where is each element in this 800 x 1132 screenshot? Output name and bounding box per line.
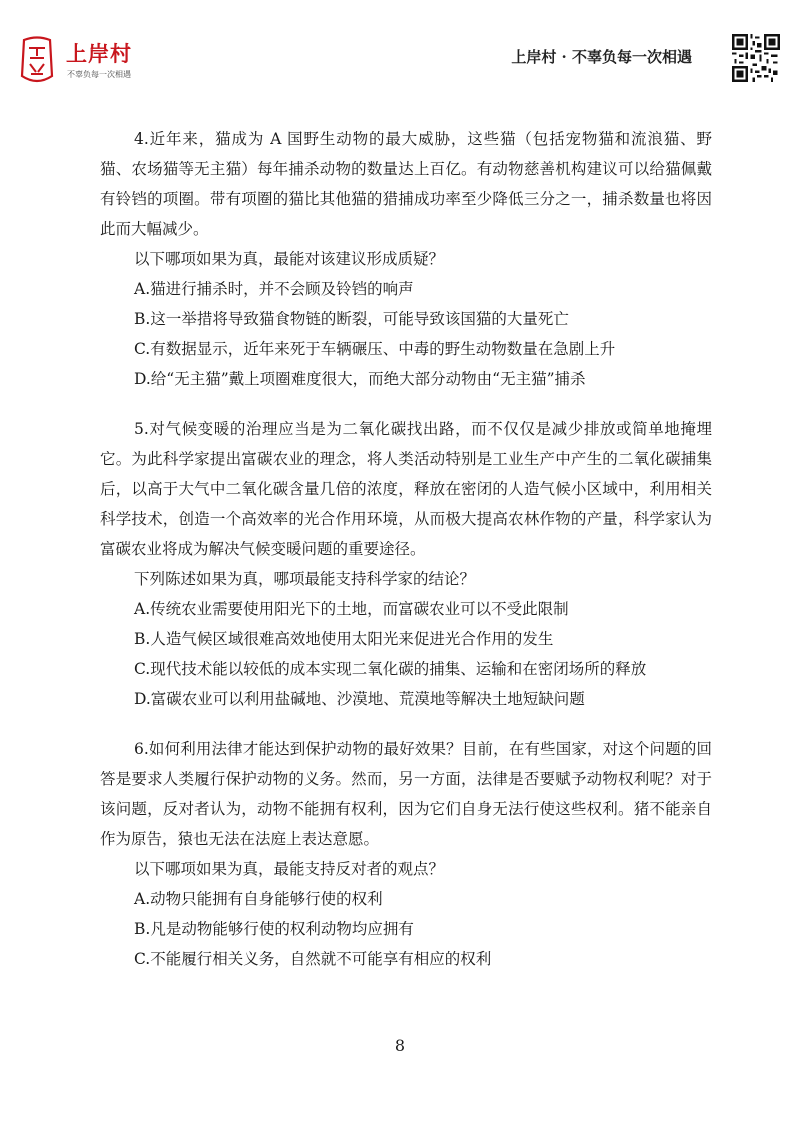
question-5 [100,414,712,714]
option-a: A.猫进行捕杀时，并不会顾及铃铛的响声 [134,280,414,298]
seal-icon [18,36,56,84]
option-d: D.给“无主猫”戴上项圈难度很大，而绝大部分动物由“无主猫”捕杀 [134,370,586,388]
option-b: B.人造气候区域很难高效地使用太阳光来促进光合作用的发生 [134,630,554,648]
question-stem: 5.对气候变暖的治理应当是为二氧化碳找出路，而不仅仅是减少排放或简单地掩埋它。为此科学家提出富碳农业的理念，将人类活动特别是工业生产中产生的二氧化碳捕集后，以高于大气中二氧化碳含量几倍的浓度，释放在密闭的人造气候小区域中，利用相关科学技术，创造一个高效率的光合作用环境，从而极大提高农林作物的产量，科学家认为富碳农业将成为解决气候变暖问题的重要途径。 [100,420,712,558]
option-c: C.不能履行相关义务，自然就不可能享有相应的权利 [134,950,492,968]
question-stem: 4.近年来，猫成为 A 国野生动物的最大威胁，这些猫（包括宠物猫和流浪猫、野猫、农场猫等无主猫）每年捕杀动物的数量达上百亿。有动物慈善机构建议可以给猫佩戴有铃铛的项圈。带有项圈的猫比其他猫的猎捕成功率至少降低三分之一，捕杀数量也将因此而大幅减少。 [100,130,712,238]
header-slogan: 上岸村 · 不辜负每一次相遇 [511,48,692,66]
page-number: 8 [394,1036,406,1055]
question-list [100,124,712,974]
page-header [0,0,800,100]
question-prompt: 以下哪项如果为真，最能支持反对者的观点？ [134,860,445,878]
option-d: D.富碳农业可以利用盐碱地、沙漠地、荒漠地等解决土地短缺问题 [134,690,585,708]
question-4 [100,124,712,394]
option-b: B.凡是动物能够行使的权利动物均应拥有 [134,920,414,938]
option-a: A.动物只能拥有自身能够行使的权利 [134,890,383,908]
question-6 [100,734,712,974]
brand-tagline: 不辜负每一次相遇 [67,70,131,79]
qr-code-icon [732,34,780,82]
option-a: A.传统农业需要使用阳光下的土地，而富碳农业可以不受此限制 [134,600,569,618]
question-stem: 6.如何利用法律才能达到保护动物的最好效果？目前，在有些国家，对这个问题的回答是要求人类履行保护动物的义务。然而，另一方面，法律是否要赋予动物权利呢？对于该问题，反对者认为，动物不能拥有权利，因为它们自身无法行使这些权利。猪不能亲自作为原告，猿也无法在法庭上表达意愿。 [100,740,712,848]
option-c: C.有数据显示，近年来死于车辆碾压、中毒的野生动物数量在急剧上升 [134,340,616,358]
brand-name: 上岸村 [66,42,132,66]
question-prompt: 以下哪项如果为真，最能对该建议形成质疑？ [134,250,445,268]
option-c: C.现代技术能以较低的成本实现二氧化碳的捕集、运输和在密闭场所的释放 [134,660,647,678]
question-prompt: 下列陈述如果为真，哪项最能支持科学家的结论？ [134,570,476,588]
option-b: B.这一举措将导致猫食物链的断裂，可能导致该国猫的大量死亡 [134,310,569,328]
brand-logo [18,36,178,84]
